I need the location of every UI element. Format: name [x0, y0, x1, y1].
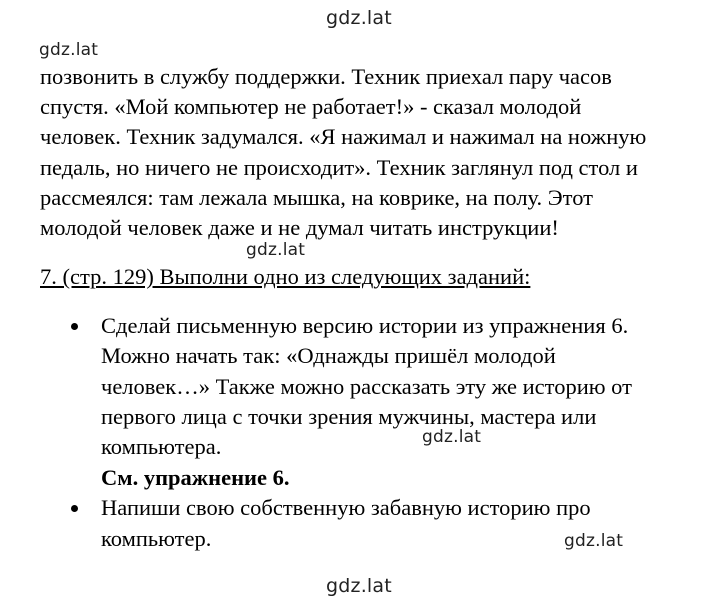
story-line: спустя. «Мой компьютер не работает!» - сказал молодой	[40, 94, 582, 119]
item-line: компьютер.	[101, 526, 212, 551]
watermark-mid: gdz.lat	[246, 240, 306, 260]
bullet-icon	[71, 505, 78, 512]
item-line: компьютера.	[101, 434, 222, 459]
story-line: человек. Техник задумался. «Я нажимал и нажимал на ножную	[40, 124, 647, 149]
watermark-top: gdz.lat	[326, 7, 392, 29]
watermark-item: gdz.lat	[422, 427, 482, 447]
story-line: педаль, но ничего не происходит». Техник заглянул под стол и	[40, 155, 638, 180]
item-line: Напиши свою собственную забавную историю про	[101, 495, 591, 520]
watermark-right: gdz.lat	[564, 531, 624, 551]
watermark-bottom: gdz.lat	[326, 575, 392, 597]
watermark-left: gdz.lat	[39, 40, 99, 60]
item-line: Можно начать так: «Однажды пришёл молодой	[101, 343, 556, 368]
item-line: первого лица с точки зрения мужчины, мастера или	[101, 404, 597, 429]
answer-reference: См. упражнение 6.	[101, 465, 290, 490]
bullet-icon	[71, 323, 78, 330]
story-line: молодой человек даже и не думал читать инструкции!	[40, 215, 559, 240]
story-line: рассмеялся: там лежала мышка, на коврике, на полу. Этот	[40, 185, 593, 210]
task-heading: 7. (стр. 129) Выполни одно из следующих заданий:	[40, 264, 531, 289]
story-line: позвонить в службу поддержки. Техник приехал пару часов	[40, 64, 612, 89]
item-line: Сделай письменную версию истории из упражнения 6.	[101, 313, 629, 338]
item-line: человек…» Также можно рассказать эту же историю от	[101, 374, 632, 399]
